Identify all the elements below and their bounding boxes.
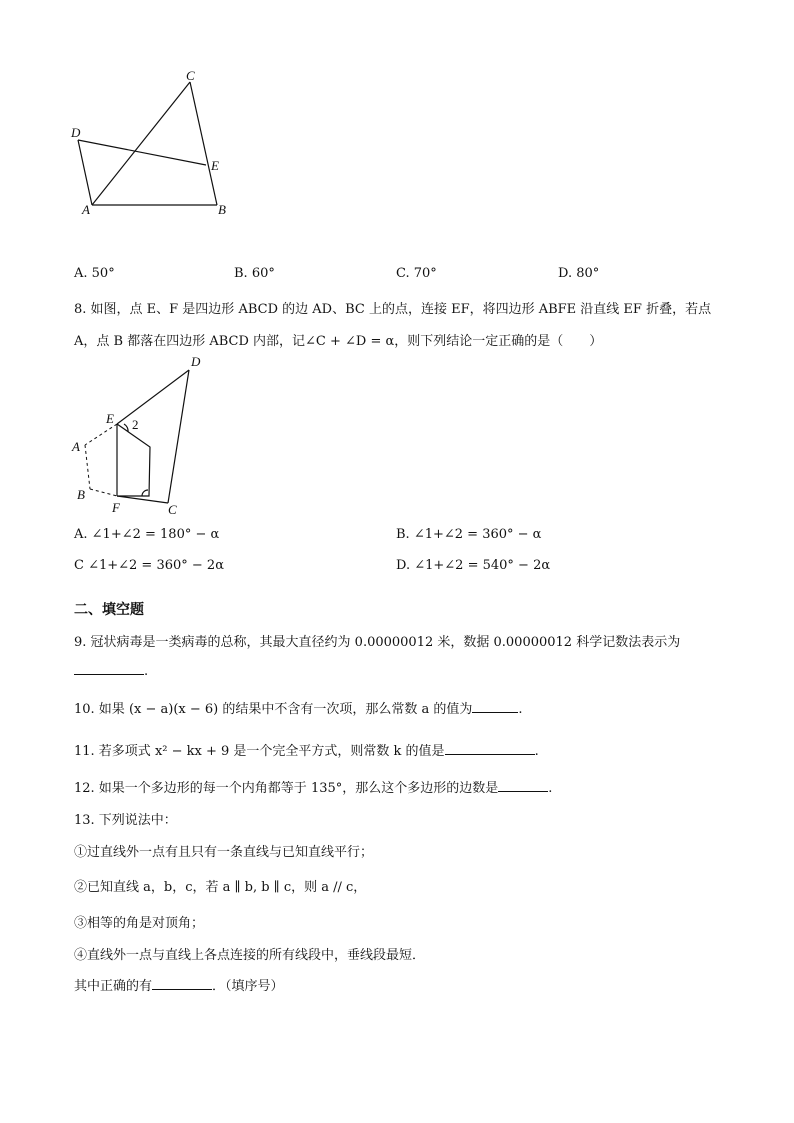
q11-line [74,740,539,759]
q12-end-mark: . [548,781,553,796]
q13-item-2: ②已知直线 a，b，c，若 a ∥ b, b ∥ c，则 a // c， [74,880,367,895]
q7-option-b[interactable]: B. 60° [234,266,275,281]
q8-option-b[interactable]: B. ∠1+∠2 = 360° − α [396,527,542,542]
q8-option-a[interactable]: A. ∠1+∠2 = 180° − α [74,527,220,542]
q8-option-d[interactable]: D. ∠1+∠2 = 540° − 2α [396,558,551,573]
q13-item-4: ④直线外一点与直线上各点连接的所有线段中，垂线段最短． [74,948,426,963]
folded-a-b-outline [117,424,150,496]
label-a: A [82,202,90,217]
label-b: B [77,487,85,502]
segment-ac [92,82,190,205]
q9-end-mark: . [144,664,149,679]
q10-line [74,698,523,717]
q13-answer-suffix: ．（填序号） [212,979,284,994]
q7-option-a[interactable]: A. 50° [74,266,115,281]
label-f: F [112,500,120,515]
q8-text-line1: 8. 如图，点 E、F 是四边形 ABCD 的边 AD、BC 上的点，连接 EF，将四边形 ABFE 沿直线 EF 折叠，若点 [74,302,712,317]
label-c: C [186,68,195,83]
q12-text: 12. 如果一个多边形的每一个内角都等于 135°，那么这个多边形的边数是 [74,781,499,796]
angle-1-arc [142,490,148,496]
label-d: D [191,354,201,369]
section-heading-fill-blank: 二、填空题 [74,602,144,618]
q11-blank[interactable] [445,742,535,755]
segment-de [78,140,206,165]
q7-option-d[interactable]: D. 80° [558,266,600,281]
q8-text-line2: A，点 B 都落在四边形 ABCD 内部，记∠C + ∠D = α，则下列结论一定正确的是（ ） [74,334,603,349]
figure-folded-quadrilateral [60,350,220,520]
segment-fc [117,496,168,503]
q11-text: 11. 若多项式 x² − kx + 9 是一个完全平方式，则常数 k 的值是 [74,744,445,759]
segment-ad [78,140,92,205]
dashed-ea [85,424,117,445]
segment-de [117,370,189,424]
q9-answer-line [74,662,148,679]
dashed-bf [90,489,117,496]
label-a: A [72,439,80,454]
q7-option-c[interactable]: C. 70° [396,266,437,281]
label-d: D [71,125,81,140]
label-c: C [168,502,177,517]
figure-quadrilateral-abce [60,60,250,220]
q11-end-mark: . [534,744,539,759]
q10-text: 10. 如果 (x − a)(x − 6) 的结果中不含有一次项，那么常数 a 的值为 [74,702,473,717]
q13-answer-prefix: 其中正确的有 [74,979,153,994]
label-angle-2: 2 [132,417,139,432]
q9-blank[interactable] [74,662,144,675]
label-b: B [218,202,226,217]
q12-line [74,777,552,796]
segment-dc [168,370,189,503]
q13-item-3: ③相等的角是对顶角； [74,916,205,931]
segment-cb [190,82,217,205]
label-e: E [211,158,219,173]
q9-text: 9. 冠状病毒是一类病毒的总称，其最大直径约为 0.00000012 米，数据 0.00000012 科学记数法表示为 [74,635,681,650]
q13-title: 13. 下列说法中： [74,813,177,828]
q12-blank[interactable] [498,779,548,792]
dashed-ab [85,445,90,489]
q13-answer-line [74,975,284,994]
q8-option-c[interactable]: C ∠1+∠2 = 360° − 2α [74,558,224,573]
label-e: E [106,411,114,426]
q10-blank[interactable] [472,700,518,713]
q13-item-1: ①过直线外一点有且只有一条直线与已知直线平行； [74,845,374,860]
q13-blank[interactable] [152,977,212,990]
q10-end-mark: . [518,702,523,717]
